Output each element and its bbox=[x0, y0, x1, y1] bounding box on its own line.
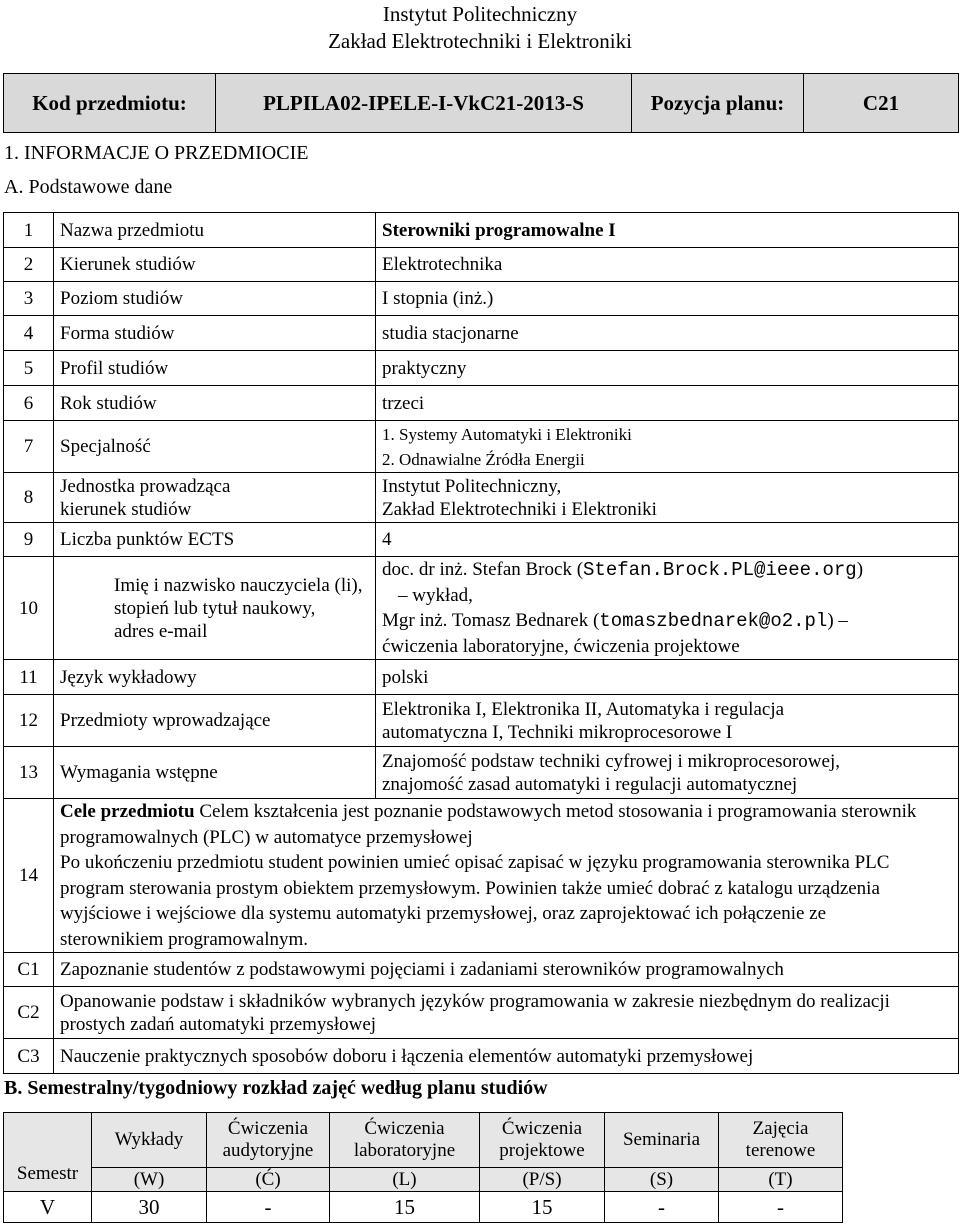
row-label: Przedmioty wprowadzające bbox=[54, 695, 376, 747]
row-number: 11 bbox=[4, 660, 54, 695]
semester-cell: V bbox=[4, 1192, 92, 1223]
row-value: studia stacjonarne bbox=[376, 316, 959, 351]
course-goals bbox=[54, 799, 959, 953]
row-number: 4 bbox=[4, 316, 54, 351]
row-label bbox=[54, 557, 376, 660]
row-label: Nazwa przedmiotu bbox=[54, 213, 376, 248]
row-number: 8 bbox=[4, 473, 54, 523]
course-code-table bbox=[3, 73, 959, 133]
table-row bbox=[4, 282, 959, 316]
row-value bbox=[376, 747, 959, 799]
specialization-list bbox=[376, 421, 959, 473]
row-number: C3 bbox=[4, 1039, 54, 1074]
row-number: 12 bbox=[4, 695, 54, 747]
row-label: Kierunek studiów bbox=[54, 248, 376, 282]
schedule-table bbox=[3, 1112, 843, 1223]
row-number: 14 bbox=[4, 799, 54, 953]
abbrev-cell: (L) bbox=[330, 1168, 480, 1192]
outcome-paragraph: Po ukończeniu przedmiotu student powinien umieć opisać zapisać w języku programowania sterownika PLC program sterowania prostym obiektem przemysłowym. Powinien także umieć dobrać z katalogu urządzenia wyjściowe i wejściowe dla systemu automatyki przemysłowej, oraz zaprojektować ich połączenie ze sterownikiem programowalnym. bbox=[60, 852, 890, 950]
hours-cell: 30 bbox=[92, 1192, 207, 1223]
row-value: trzeci bbox=[376, 386, 959, 421]
table-row bbox=[4, 1039, 959, 1074]
hours-cell: - bbox=[719, 1192, 843, 1223]
abbrev-cell: (S) bbox=[605, 1168, 719, 1192]
row-value bbox=[376, 695, 959, 747]
code-label: Kod przedmiotu: bbox=[4, 74, 216, 133]
teachers bbox=[376, 557, 959, 660]
goal-paragraph bbox=[60, 799, 918, 850]
row-label: Język wykładowy bbox=[54, 660, 376, 695]
email-address: tomaszbednarek@o2.pl bbox=[599, 610, 828, 632]
table-row bbox=[4, 987, 959, 1039]
department-name: Zakład Elektrotechniki i Elektroniki bbox=[328, 29, 632, 53]
abbrev-cell: (Ć) bbox=[207, 1168, 330, 1192]
row-number: 1 bbox=[4, 213, 54, 248]
table-row bbox=[4, 473, 959, 523]
teacher-1: doc. dr inż. Stefan Brock (Stefan.Brock.PL@ieee.org) bbox=[382, 559, 864, 581]
header-zajecia-terenowe: Zajęcia terenowe bbox=[719, 1113, 843, 1168]
table-row bbox=[4, 386, 959, 421]
row-number: 6 bbox=[4, 386, 54, 421]
hours-cell: - bbox=[605, 1192, 719, 1223]
value-line: Elektronika I, Elektronika II, Automatyka i regulacja bbox=[382, 698, 785, 720]
table-row bbox=[4, 660, 959, 695]
row-label: Profil studiów bbox=[54, 351, 376, 386]
row-number: 13 bbox=[4, 747, 54, 799]
goal-c3: Nauczenie praktycznych sposobów doboru i łączenia elementów automatyki przemysłowej bbox=[54, 1039, 959, 1074]
row-label: Rok studiów bbox=[54, 386, 376, 421]
row-label: Wymagania wstępne bbox=[54, 747, 376, 799]
institution-name: Instytut Politechniczny bbox=[382, 2, 578, 26]
hours-cell: 15 bbox=[330, 1192, 480, 1223]
table-row bbox=[4, 248, 959, 282]
position-label: Pozycja planu: bbox=[632, 74, 804, 133]
basic-data-table bbox=[3, 212, 959, 1074]
table-row bbox=[4, 953, 959, 987]
label-line: adres e-mail bbox=[114, 620, 208, 642]
row-value: Sterowniki programowalne I bbox=[376, 213, 959, 248]
position-value: C21 bbox=[804, 74, 959, 133]
label-line: Imię i nazwisko nauczyciela (li), bbox=[114, 574, 363, 596]
row-value bbox=[376, 473, 959, 523]
header-wyklady: Wykłady bbox=[92, 1113, 207, 1168]
row-label: Specjalność bbox=[54, 421, 376, 473]
header-seminaria: Seminaria bbox=[605, 1113, 719, 1168]
table-row bbox=[4, 695, 959, 747]
row-number: 10 bbox=[4, 557, 54, 660]
header-cw-audytoryjne: Ćwiczenia audytoryjne bbox=[207, 1113, 330, 1168]
value-line: Zakład Elektrotechniki i Elektroniki bbox=[382, 498, 657, 520]
teacher-2: Mgr inż. Tomasz Bednarek (tomaszbednarek@o2.pl) – bbox=[382, 610, 848, 632]
code-value: PLPILA02-IPELE-I-VkC21-2013-S bbox=[216, 74, 632, 133]
row-value: polski bbox=[376, 660, 959, 695]
section-a-title: A. Podstawowe dane bbox=[4, 176, 173, 198]
value-line: znajomość zasad automatyki i regulacji automatycznej bbox=[382, 773, 798, 795]
list-item: 2. Odnawialne Źródła Energii bbox=[382, 449, 585, 469]
table-row bbox=[4, 351, 959, 386]
row-value: 4 bbox=[376, 523, 959, 557]
label-line: Jednostka prowadząca bbox=[60, 475, 231, 497]
row-label bbox=[54, 473, 376, 523]
label-line: kierunek studiów bbox=[60, 498, 192, 520]
row-number: 5 bbox=[4, 351, 54, 386]
row-value: praktyczny bbox=[376, 351, 959, 386]
abbrev-cell: (W) bbox=[92, 1168, 207, 1192]
row-number: 3 bbox=[4, 282, 54, 316]
table-row bbox=[4, 523, 959, 557]
row-number: 2 bbox=[4, 248, 54, 282]
header-semestr: Semestr bbox=[4, 1113, 92, 1192]
table-row bbox=[4, 799, 959, 953]
table-row bbox=[4, 557, 959, 660]
teacher-2-role: ćwiczenia laboratoryjne, ćwiczenia projektowe bbox=[382, 636, 740, 657]
row-number: 7 bbox=[4, 421, 54, 473]
goal-c2: Opanowanie podstaw i składników wybranych języków programowania w zakresie niezbędnym do realizacji prostych zadań automatyki przemysłowej bbox=[54, 987, 959, 1039]
row-number: C1 bbox=[4, 953, 54, 987]
section-1-title: 1. INFORMACJE O PRZEDMIOCIE bbox=[4, 142, 309, 164]
email-address: Stefan.Brock.PL@ieee.org bbox=[583, 559, 857, 581]
goal-text: Celem kształcenia jest poznanie podstawowych metod stosowania i programowania sterownik programowalnych (PLC) w automatyce przemysłowej bbox=[60, 801, 917, 848]
table-row bbox=[4, 213, 959, 248]
abbrev-cell: (P/S) bbox=[480, 1168, 605, 1192]
hours-cell: 15 bbox=[480, 1192, 605, 1223]
schedule-abbrev-row bbox=[4, 1168, 843, 1192]
section-b-title: B. Semestralny/tygodniowy rozkład zajęć według planu studiów bbox=[4, 1077, 548, 1099]
list-item: 1. Systemy Automatyki i Elektroniki bbox=[382, 424, 632, 444]
hours-cell: - bbox=[207, 1192, 330, 1223]
value-line: automatyczna I, Techniki mikroprocesorowe I bbox=[382, 721, 733, 743]
header-cw-projektowe: Ćwiczenia projektowe bbox=[480, 1113, 605, 1168]
row-value: Elektrotechnika bbox=[376, 248, 959, 282]
row-number: 9 bbox=[4, 523, 54, 557]
header-cw-laboratoryjne: Ćwiczenia laboratoryjne bbox=[330, 1113, 480, 1168]
table-row bbox=[4, 421, 959, 473]
goal-c1: Zapoznanie studentów z podstawowymi pojęciami i zadaniami sterowników programowalnych bbox=[54, 953, 959, 987]
schedule-data-row bbox=[4, 1192, 843, 1223]
table-row bbox=[4, 747, 959, 799]
row-label: Liczba punktów ECTS bbox=[54, 523, 376, 557]
row-value: I stopnia (inż.) bbox=[376, 282, 959, 316]
teacher-1-role: – wykład, bbox=[398, 585, 473, 606]
table-row bbox=[4, 316, 959, 351]
label-line: stopień lub tytuł naukowy, bbox=[114, 597, 316, 619]
abbrev-cell: (T) bbox=[719, 1168, 843, 1192]
row-label: Forma studiów bbox=[54, 316, 376, 351]
goal-label: Cele przedmiotu bbox=[60, 801, 195, 822]
value-line: Instytut Politechniczny, bbox=[382, 475, 562, 497]
row-number: C2 bbox=[4, 987, 54, 1039]
row-label: Poziom studiów bbox=[54, 282, 376, 316]
value-line: Znajomość podstaw techniki cyfrowej i mikroprocesorowej, bbox=[382, 750, 840, 772]
schedule-header-row bbox=[4, 1113, 843, 1168]
